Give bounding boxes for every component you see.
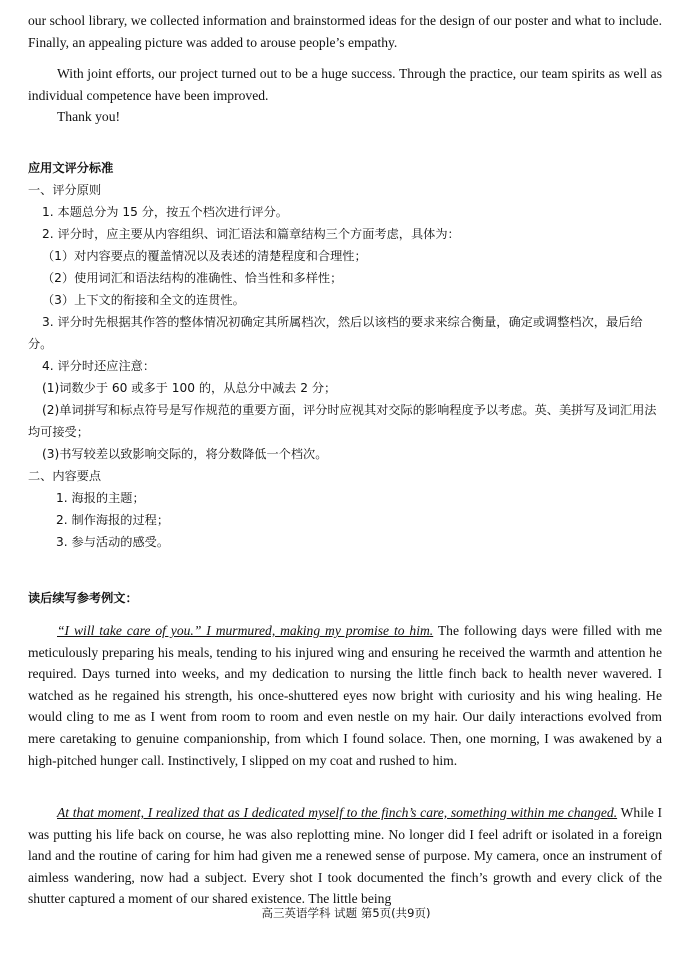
speech-closing: Thank you!	[57, 109, 121, 124]
speech-paragraph-2: With joint efforts, our project turned out to be a huge success. Through the practice, our team spirits as well as individual competence have been improved.	[28, 66, 662, 103]
criteria-item-4a: (1)词数少于 60 或多于 100 的，从总分中减去 2 分；	[42, 381, 337, 395]
paragraph-2-opening-sentence: At that moment, I realized that as I dedicated myself to the finch’s care, something within me changed.	[57, 805, 618, 820]
criteria-section-2: 二、内容要点	[28, 469, 102, 483]
paragraph-2-body: While I was putting his life back on course, he was also replotting mine. No longer did I feel adrift or isolated in a foreign land and the routine of caring for him had given me a renewed sense of purpose. My camera, once an instrument of aimless wandering, now had a subject. Every shot I took documented the finch’s growth and every click of the shutter captured a moment of our shared existence. The little being	[28, 805, 662, 907]
criteria-item-2a: （1）对内容要点的覆盖情况以及表述的清楚程度和合理性；	[42, 249, 367, 263]
criteria-item-4c: (3)书写较差以致影响交际的，将分数降低一个档次。	[42, 447, 328, 461]
criteria-item-2b: （2）使用词汇和语法结构的准确性、恰当性和多样性；	[42, 271, 343, 285]
paragraph-1-body: The following days were filled with me meticulously preparing his meals, tending to his injured wing and ensuring he received the warmth and attention he required. Days turned into weeks, and my dedication to nursing the little finch back to health never wavered. I watched as he regained his strength, his once-shuttered eyes now bright with curiosity and his wing healing. He would cling to me as I went from room to room and even nestle on my hair. Our daily interactions evolved from mere caretaking to genuine companionship, from which I found solace. Then, one morning, I was awakened by a high-pitched hunger call. Instinctively, I slipped on my coat and rushed to him.	[28, 623, 662, 768]
criteria-item-2: 2. 评分时，应主要从内容组织、词汇语法和篇章结构三个方面考虑，具体为：	[42, 227, 460, 241]
key-point-2: 2. 制作海报的过程；	[56, 513, 170, 527]
page-footer: 高三英语学科 试题 第5页(共9页)	[261, 906, 431, 920]
criteria-section-1: 一、评分原则	[28, 183, 102, 197]
criteria-title: 应用文评分标准	[28, 161, 114, 175]
continuation-paragraph-1	[28, 620, 662, 771]
criteria-item-2c: （3）上下文的衔接和全文的连贯性。	[42, 293, 245, 307]
key-point-1: 1. 海报的主题；	[56, 491, 145, 505]
speech-paragraph-1: our school library, we collected information and brainstormed ideas for the design of our poster and what to include. Finally, an appealing picture was added to arouse people’s empathy.	[28, 13, 662, 50]
criteria-item-4b: (2)单词拼写和标点符号是写作规范的重要方面，评分时应视其对交际的影响程度予以考虑。英、美拼写及词汇用法均可接受；	[28, 403, 657, 439]
criteria-item-4: 4. 评分时还应注意：	[42, 359, 156, 373]
continuation-title: 读后续写参考例文：	[28, 591, 138, 605]
criteria-item-3: 3. 评分时先根据其作答的整体情况初确定其所属档次，然后以该档的要求来综合衡量，确定或调整档次，最后给分。	[28, 315, 643, 351]
continuation-paragraph-2	[28, 802, 662, 910]
criteria-item-1: 1. 本题总分为 15 分，按五个档次进行评分。	[42, 205, 288, 219]
paragraph-1-opening-sentence: “I will take care of you.” I murmured, making my promise to him.	[57, 623, 434, 638]
key-point-3: 3. 参与活动的感受。	[56, 535, 170, 549]
